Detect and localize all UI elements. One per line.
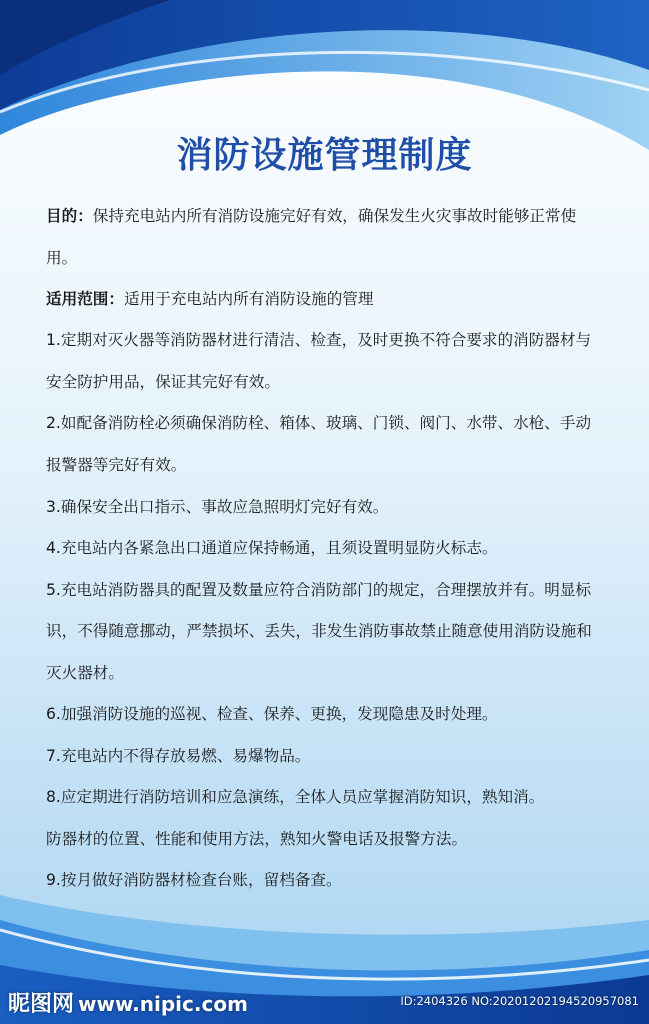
list-item: 灭火器材。 xyxy=(46,664,124,682)
list-item: 识，不得随意挪动，严禁损坏、丢失，非发生消防事故禁止随意使用消防设施和 xyxy=(46,622,592,640)
list-item: 9.按月做好消防器材检查台账，留档备查。 xyxy=(46,871,342,889)
list-item: 4.充电站内各紧急出口通道应保持畅通，且须设置明显防火标志。 xyxy=(46,539,498,557)
list-item: 5.充电站消防器具的配置及数量应符合消防部门的规定，合理摆放并有。明显标 xyxy=(46,581,592,599)
watermark-brand xyxy=(8,987,248,1018)
page-title: 消防设施管理制度 xyxy=(176,135,473,176)
list-item: 8.应定期进行消防培训和应急演练，全体人员应掌握消防知识，熟知消。 xyxy=(46,788,545,806)
purpose-label: 目的： xyxy=(46,207,93,225)
list-item: 7.充电站内不得存放易燃、易爆物品。 xyxy=(46,747,311,765)
purpose-text: 保持充电站内所有消防设施完好有效，确保发生火灾事故时能够正常使 xyxy=(92,207,577,225)
list-item: 1.定期对灭火器等消防器材进行清洁、检查，及时更换不符合要求的消防器材与 xyxy=(46,331,592,349)
purpose-line-2: 用。 xyxy=(46,249,78,267)
list-item: 2.如配备消防栓必须确保消防栓、箱体、玻璃、门锁、阀门、水带、水枪、手动 xyxy=(46,414,592,432)
list-item: 报警器等完好有效。 xyxy=(46,456,187,474)
list-item: 安全防护用品，保证其完好有效。 xyxy=(46,373,280,391)
scope-line xyxy=(46,289,374,309)
purpose-line-1 xyxy=(46,206,576,226)
watermark-id: ID:2404326 NO:20201202194520957081 xyxy=(400,994,639,1008)
watermark-brand-name: 昵图网 xyxy=(8,992,75,1017)
list-item: 6.加强消防设施的巡视、检查、保养、更换，发现隐患及时处理。 xyxy=(46,705,498,723)
watermark-url: www.nipic.com xyxy=(78,992,248,1016)
scope-label: 适用范围： xyxy=(46,290,124,308)
list-item: 防器材的位置、性能和使用方法，熟知火警电话及报警方法。 xyxy=(46,830,468,848)
scope-text: 适用于充电站内所有消防设施的管理 xyxy=(123,290,374,308)
list-item: 3.确保安全出口指示、事故应急照明灯完好有效。 xyxy=(46,498,389,516)
